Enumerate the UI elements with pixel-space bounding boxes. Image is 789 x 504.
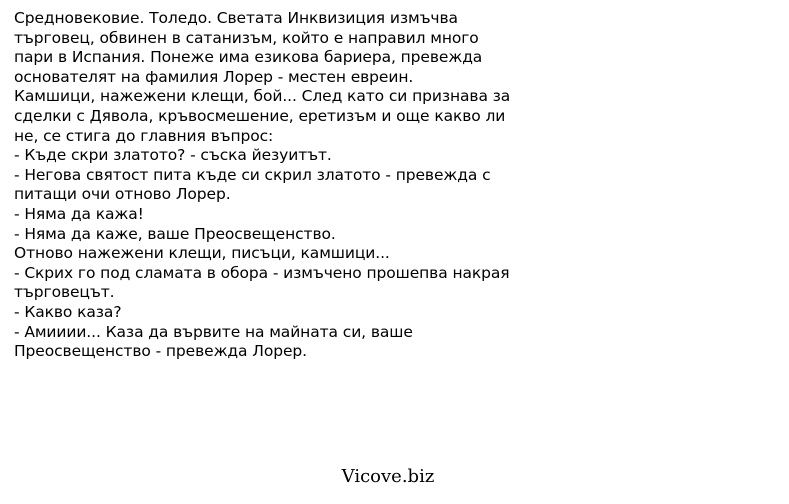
text-line: търговец, обвинен в сатанизъм, който е направил много xyxy=(14,28,479,47)
text-line: пари в Испания. Понеже има езикова бариера, превежда xyxy=(14,48,483,67)
text-line: - Няма да кажа! xyxy=(14,204,144,223)
text-line: - Негова святост пита къде си скрил златото - превежда с xyxy=(14,165,491,184)
text-line: - Скрих го под сламата в обора - измъчено прошепва накрая xyxy=(14,263,510,282)
text-line: питащи очи отново Лорер. xyxy=(14,185,231,204)
text-line: сделки с Дявола, кръвосмешение, еретизъм и още какво ли xyxy=(14,106,506,125)
text-line: основателят на фамилия Лорер - местен евреин. xyxy=(14,67,414,86)
joke-text xyxy=(14,9,574,362)
text-line: - Какво каза? xyxy=(14,302,122,321)
text-line: Средновековие. Толедо. Светата Инквизиция измъчва xyxy=(14,9,458,27)
text-line: - Амииии... Каза да вървите на майната си, ваше xyxy=(14,322,413,341)
text-line: не, се стига до главния въпрос: xyxy=(14,126,274,145)
text-line: Отново нажежени клещи, писъци, камшици... xyxy=(14,244,390,263)
text-line: - Няма да каже, ваше Преосвещенство. xyxy=(14,224,336,243)
text-line: Преосвещенство - превежда Лорер. xyxy=(14,342,307,361)
text-line: търговецът. xyxy=(14,283,115,302)
site-watermark: Vicove.biz xyxy=(341,466,435,487)
text-line: - Къде скри златото? - съска йезуитът. xyxy=(14,146,332,165)
text-line: Камшици, нажежени клещи, бой... След като си признава за xyxy=(14,87,511,106)
